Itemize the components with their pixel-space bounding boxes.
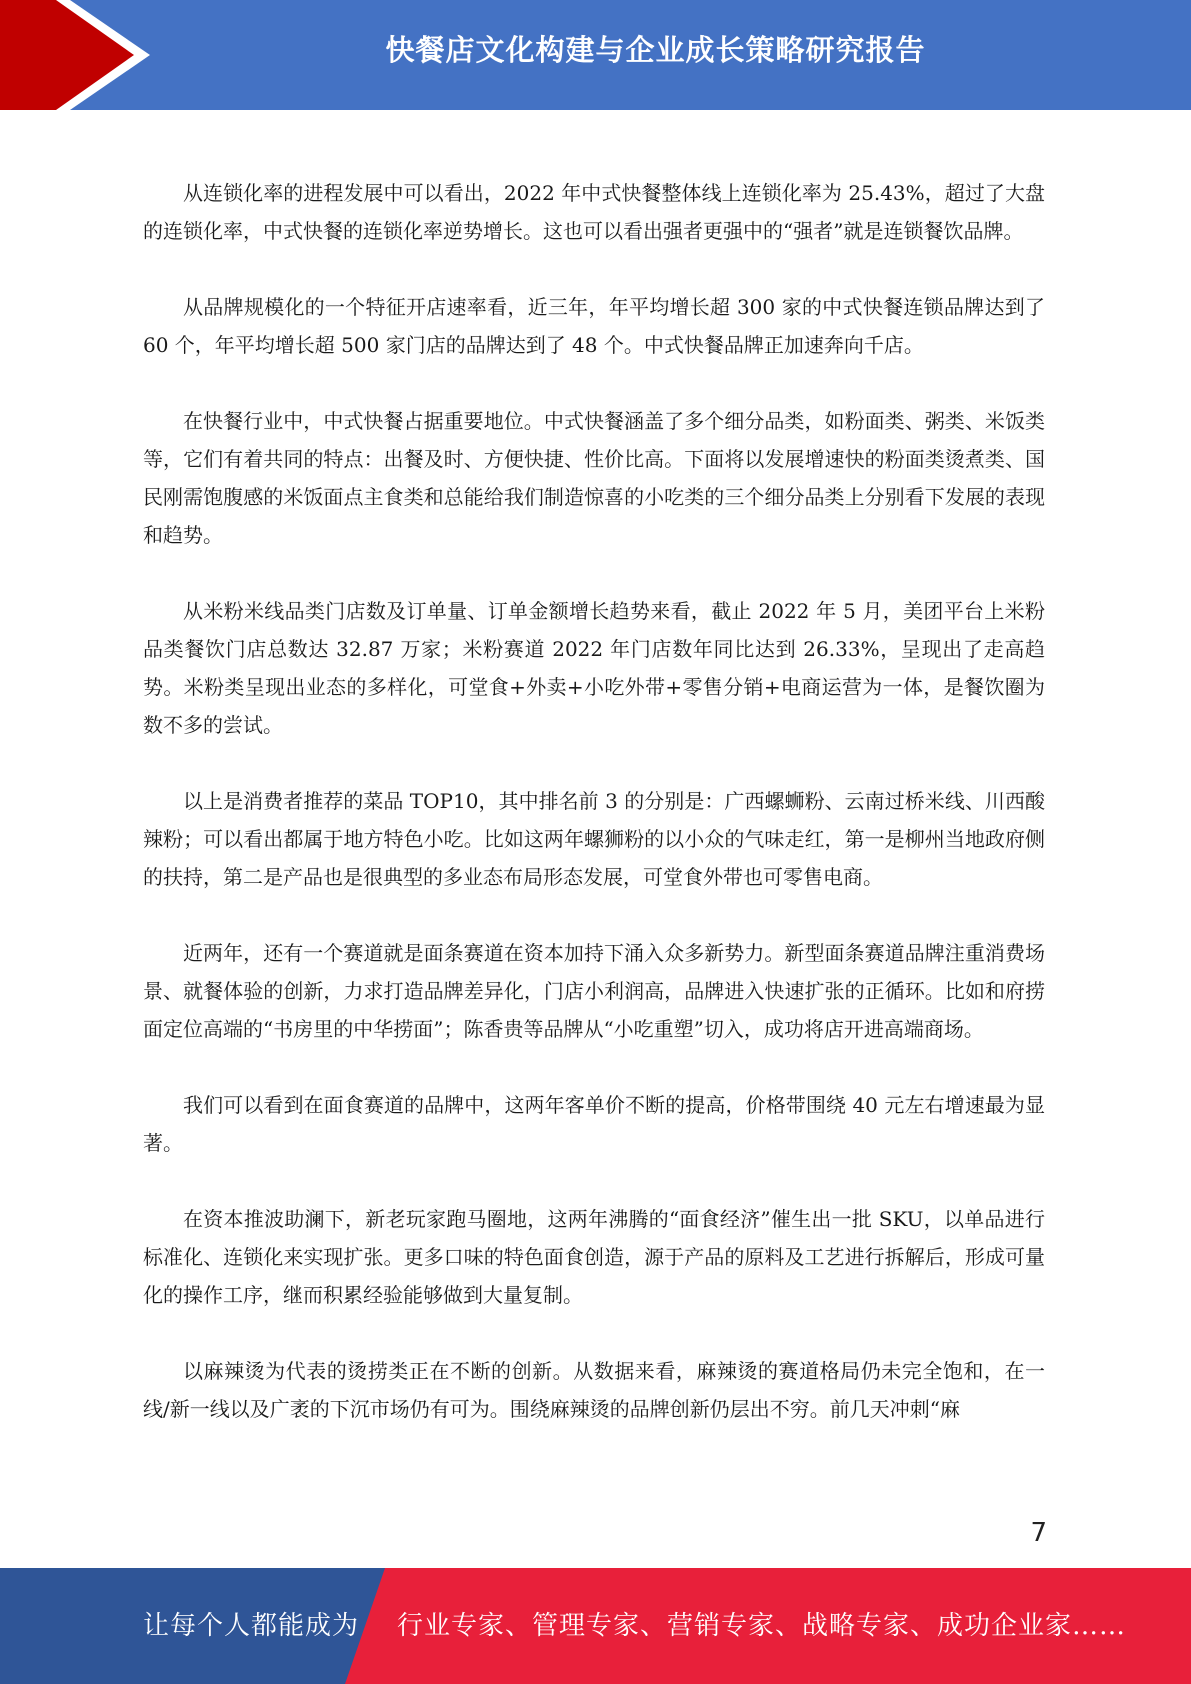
paragraph: 以麻辣烫为代表的烫捞类正在不断的创新。从数据来看，麻辣烫的赛道格局仍未完全饱和，在一线/新一线以及广袤的下沉市场仍有可为。围绕麻辣烫的品牌创新仍层出不穷。前几天冲刺“麻 <box>143 1359 1045 1421</box>
paragraph: 我们可以看到在面食赛道的品牌中，这两年客单价不断的提高，价格带围绕 40 元左右增速最为显著。 <box>143 1093 1045 1155</box>
paragraph: 以上是消费者推荐的菜品 TOP10，其中排名前 3 的分别是：广西螺蛳粉、云南过桥米线、川西酸辣粉；可以看出都属于地方特色小吃。比如这两年螺狮粉的以小众的气味走红，第一是柳州当地政府侧的扶持，第二是产品也是很典型的多业态布局形态发展，可堂食外带也可零售电商。 <box>143 789 1045 889</box>
paragraph: 从米粉米线品类门店数及订单量、订单金额增长趋势来看，截止 2022 年 5 月，美团平台上米粉品类餐饮门店总数达 32.87 万家；米粉赛道 2022 年门店数年同比达到 26.33%，呈现出了走高趋势。米粉类呈现出业态的多样化，可堂食+外卖+小吃外带+零售分销+电商运营为一体，是餐饮圈为数不多的尝试。 <box>143 599 1045 737</box>
page-number: 7 <box>1030 1518 1047 1548</box>
page-footer <box>0 1568 1191 1684</box>
document-title: 快餐店文化构建与企业成长策略研究报告 <box>385 33 926 67</box>
paragraph: 近两年，还有一个赛道就是面条赛道在资本加持下涌入众多新势力。新型面条赛道品牌注重消费场景、就餐体验的创新，力求打造品牌差异化，门店小利润高，品牌进入快速扩张的正循环。比如和府捞面定位高端的“书房里的中华捞面”；陈香贵等品牌从“小吃重塑”切入，成功将店开进高端商场。 <box>143 941 1045 1041</box>
footer-slogan-lead: 让每个人都能成为 <box>143 1611 360 1641</box>
paragraph: 从连锁化率的进程发展中可以看出，2022 年中式快餐整体线上连锁化率为 25.43%，超过了大盘的连锁化率，中式快餐的连锁化率逆势增长。这也可以看出强者更强中的“强者”就是连锁餐饮品牌。 <box>143 181 1045 243</box>
report-body <box>143 174 1045 1466</box>
header-arrow-decoration <box>0 0 150 110</box>
page-header <box>0 0 1191 110</box>
paragraph: 从品牌规模化的一个特征开店速率看，近三年，年平均增长超 300 家的中式快餐连锁品牌达到了 60 个，年平均增长超 500 家门店的品牌达到了 48 个。中式快餐品牌正加速奔向千店。 <box>143 295 1045 357</box>
paragraph: 在快餐行业中，中式快餐占据重要地位。中式快餐涵盖了多个细分品类，如粉面类、粥类、米饭类等，它们有着共同的特点：出餐及时、方便快捷、性价比高。下面将以发展增速快的粉面类烫煮类、国民刚需饱腹感的米饭面点主食类和总能给我们制造惊喜的小吃类的三个细分品类上分别看下发展的表现和趋势。 <box>143 409 1045 547</box>
paragraph: 在资本推波助澜下，新老玩家跑马圈地，这两年沸腾的“面食经济”催生出一批 SKU，以单品进行标准化、连锁化来实现扩张。更多口味的特色面食创造，源于产品的原料及工艺进行拆解后，形成可量化的操作工序，继而积累经验能够做到大量复制。 <box>143 1207 1045 1307</box>
footer-slogan-roles: 行业专家、管理专家、营销专家、战略专家、成功企业家…… <box>397 1611 1127 1641</box>
